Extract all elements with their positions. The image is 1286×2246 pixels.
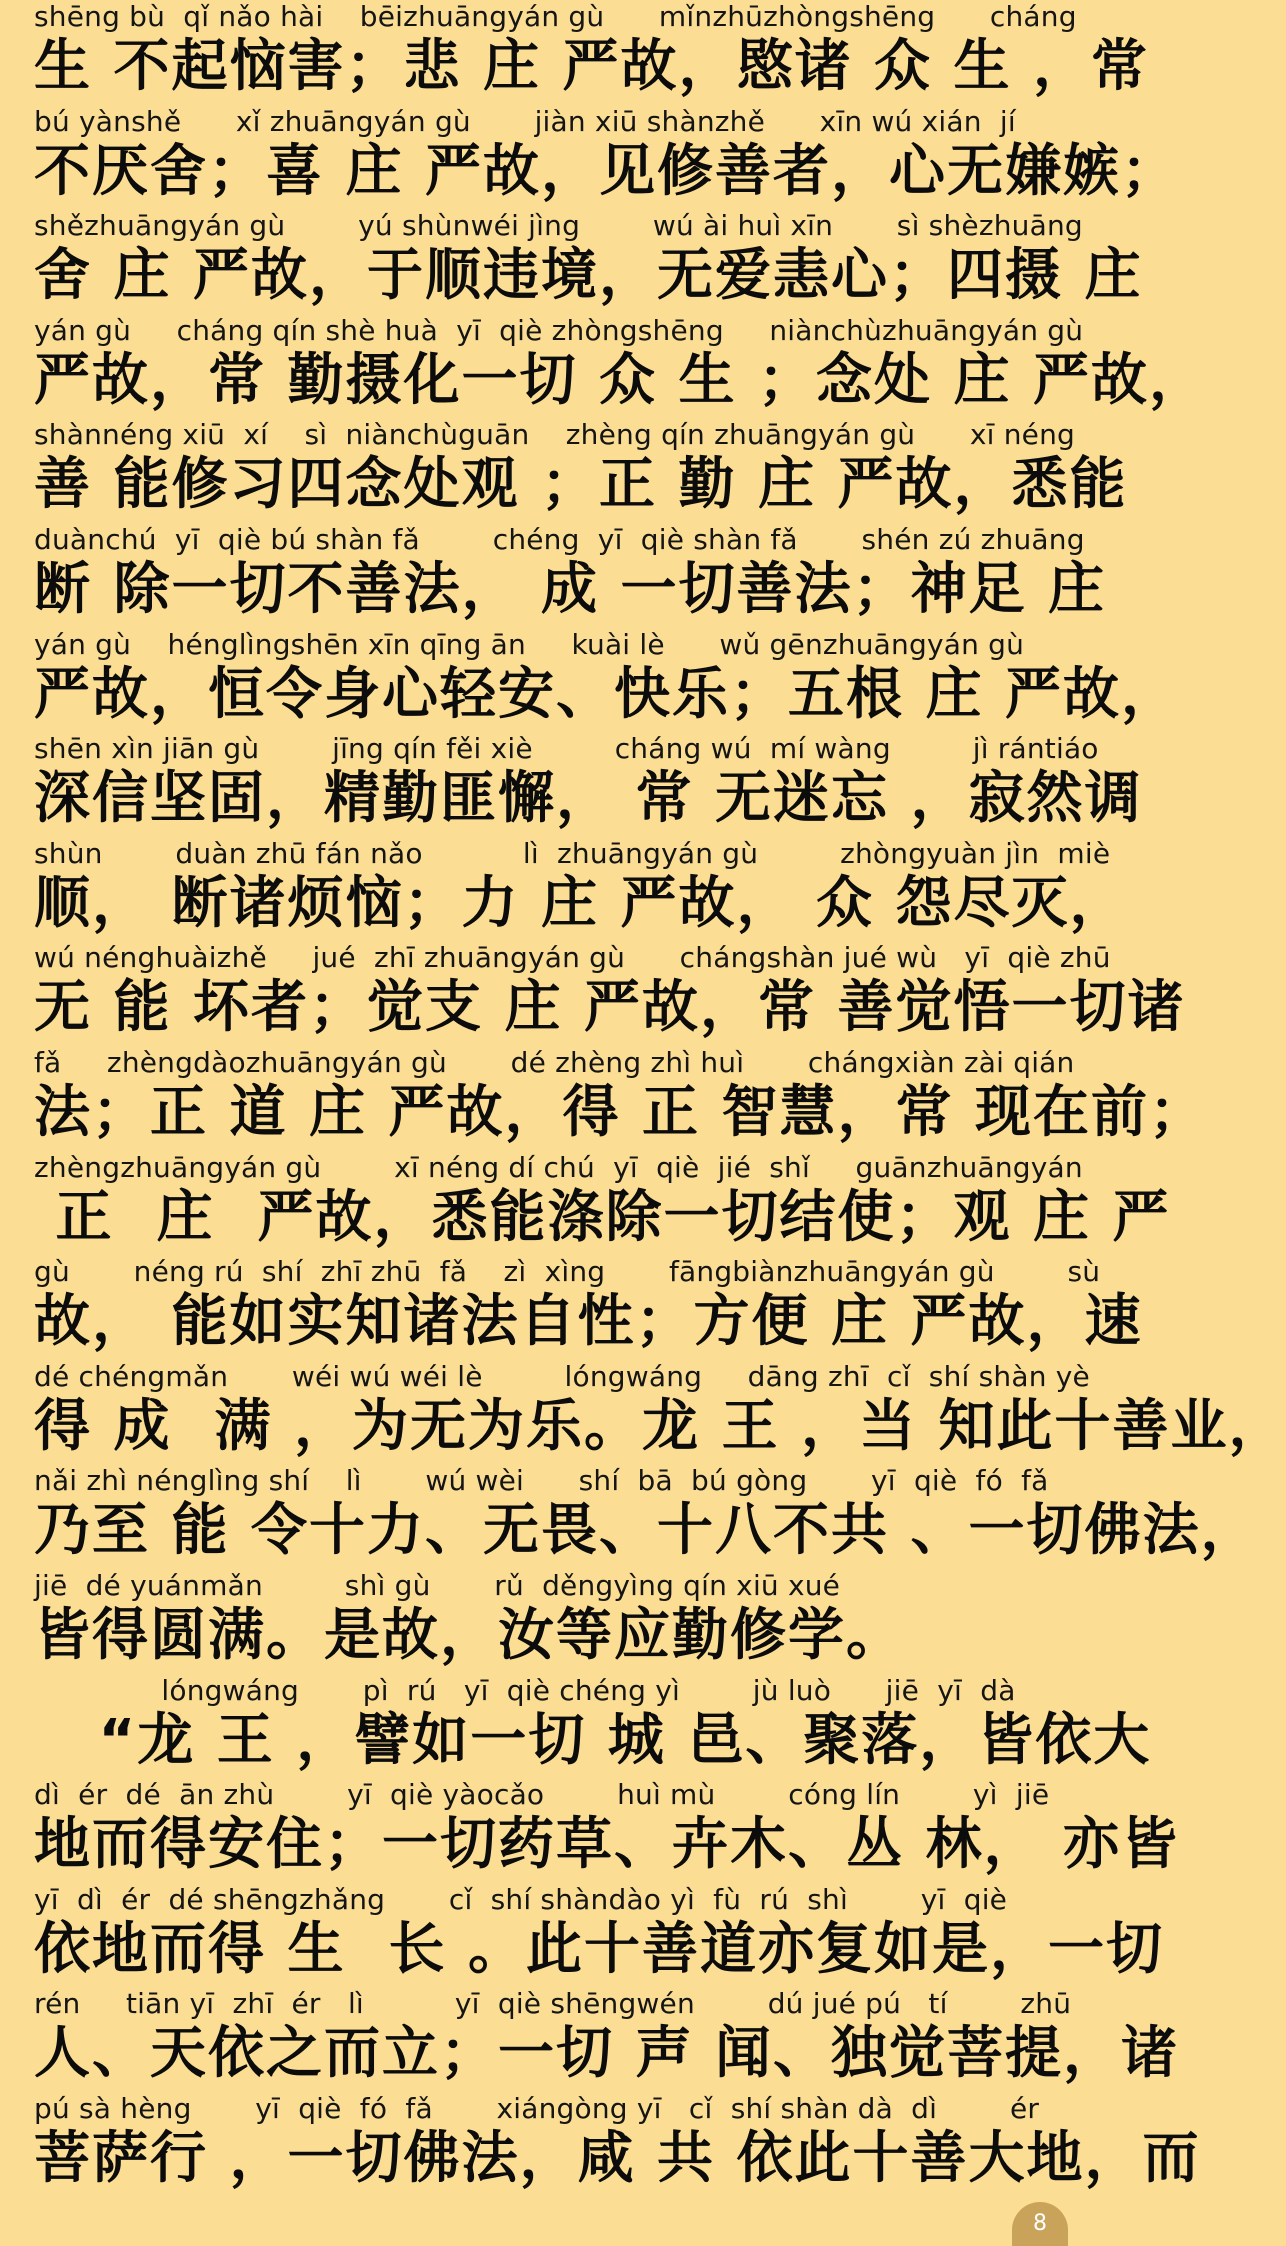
text-line — [34, 1778, 1179, 1883]
hanzi-line: 故， 能如实知诸法自性；方便 庄 严故，速 — [34, 1289, 1143, 1355]
hanzi-line: 无 能 坏者；觉支 庄 严故，常 善觉悟一切诸 — [34, 975, 1186, 1041]
pinyin-line: yán gù cháng qín shè huà yī qiè zhòngshēng niànchùzhuāngyán gù — [34, 313, 1084, 347]
pinyin-line: shēn xìn jiān gù jīng qín fěi xiè cháng wú mí wàng jì rántiáo — [34, 732, 1099, 766]
text-line — [34, 1464, 1259, 1569]
hanzi-line: 法；正 道 庄 严故，得 正 智慧，常 现在前； — [34, 1079, 1207, 1145]
hanzi-line: 依地而得 生 长 。此十善道亦复如是，一切 — [34, 1916, 1164, 1982]
pinyin-line: yán gù hénglìngshēn xīn qīng ān kuài lè wǔ gēnzhuāngyán gù — [34, 627, 1025, 661]
text-line — [34, 1359, 1286, 1465]
pinyin-line: bú yànshě xǐ zhuāngyán gù jiàn xiū shànzhě xīn wú xián jí — [34, 104, 1016, 138]
pinyin-line: gù néng rú shí zhī zhū fǎ zì xìng fāngbiànzhuāngyán gù sù — [34, 1255, 1101, 1289]
pinyin-line: zhèngzhuāngyán gù xī néng dí chú yī qiè jié shǐ guānzhuāngyán — [34, 1150, 1083, 1184]
text-line — [34, 1255, 1143, 1360]
text-line — [34, 1150, 1171, 1256]
pinyin-line: shězhuāngyán gù yú shùnwéi jìng wú ài huì xīn sì shèzhuāng — [34, 209, 1083, 243]
text-line — [34, 1569, 1046, 1674]
page-number-badge: 8 — [1012, 2202, 1068, 2246]
pinyin-line: shànnéng xiū xí sì niànchùguān zhèng qín zhuāngyán gù xī néng — [34, 418, 1075, 452]
pinyin-line: wú nénghuàizhě jué zhī zhuāngyán gù chángshàn jué wù yī qiè zhū — [34, 941, 1111, 975]
text-line — [34, 1882, 1164, 1988]
text-line — [34, 1045, 1207, 1151]
pinyin-line: fǎ zhèngdàozhuāngyán gù dé zhèng zhì huì chángxiàn zài qián — [34, 1045, 1075, 1079]
text-line — [34, 522, 1106, 628]
pinyin-line: nǎi zhì nénglìng shí lì wú wèi shí bā bú gòng yī qiè fó fǎ — [34, 1464, 1049, 1498]
text-line — [34, 836, 1128, 942]
pinyin-line: jiē dé yuánmǎn shì gù rǔ děngyìng qín xiū xué — [34, 1568, 841, 1602]
text-line — [34, 1673, 1152, 1779]
hanzi-line: 菩萨行 ，一切佛法，咸 共 依此十善大地，而 — [34, 2125, 1201, 2191]
hanzi-line: 生 不起恼害；悲 庄 严故，愍诸 众 生 ，常 — [34, 34, 1149, 99]
text-line — [34, 104, 1179, 210]
pinyin-line: dé chéngmǎn wéi wú wéi lè lóngwáng dāng zhī cǐ shí shàn yè — [34, 1359, 1090, 1393]
hanzi-line: 断 除一切不善法， 成 一切善法；神足 庄 — [34, 556, 1106, 622]
hanzi-line: 地而得安住；一切药草、卉木、丛 林， 亦皆 — [34, 1812, 1179, 1878]
hanzi-line: 深信坚固，精勤匪懈， 常 无迷忘 ，寂然调 — [34, 766, 1143, 832]
hanzi-line: “龙 王 ，譬如一切 城 邑、聚落，皆依大 — [34, 1707, 1152, 1773]
hanzi-line: 皆得圆满。是故，汝等应勤修学。 — [34, 1602, 904, 1668]
pinyin-line: duànchú yī qiè bú shàn fǎ chéng yī qiè shàn fǎ shén zú zhuāng — [34, 522, 1085, 556]
text-line — [34, 209, 1143, 314]
text-line — [34, 1987, 1179, 2092]
hanzi-line: 顺， 断诸烦恼；力 庄 严故， 众 怨尽灭， — [34, 870, 1128, 936]
text-line — [34, 0, 1149, 105]
pinyin-line: shùn duàn zhū fán nǎo lì zhuāngyán gù zhòngyuàn jìn miè — [34, 836, 1111, 870]
pinyin-line: shēng bù qǐ nǎo hài bēizhuāngyán gù mǐnzhūzhòngshēng cháng — [34, 0, 1077, 33]
hanzi-line: 乃至 能 令十力、无畏、十八不共 、一切佛法， — [34, 1498, 1259, 1564]
hanzi-line: 得 成 满 ，为无为乐。龙 王 ，当 知此十善业， — [34, 1393, 1286, 1459]
pinyin-line: dì ér dé ān zhù yī qiè yàocǎo huì mù cóng lín yì jiē — [34, 1778, 1050, 1812]
hanzi-line: 善 能修习四念处观 ；正 勤 庄 严故，悉能 — [34, 452, 1128, 518]
pinyin-line: rén tiān yī zhī ér lì yī qiè shēngwén dú jué pú tí zhū — [34, 1987, 1072, 2021]
pinyin-line: pú sà hèng yī qiè fó fǎ xiángòng yī cǐ shí shàn dà dì ér — [34, 2091, 1040, 2125]
text-line — [34, 2091, 1201, 2197]
text-line — [34, 418, 1128, 523]
text-line — [34, 313, 1207, 419]
hanzi-line: 舍 庄 严故，于顺违境，无爱恚心；四摄 庄 — [34, 243, 1143, 309]
pinyin-line: yī dì ér dé shēngzhǎng cǐ shí shàndào yì fù rú shì yī qiè — [34, 1882, 1008, 1916]
text-line — [34, 732, 1143, 837]
text-line — [34, 627, 1179, 733]
hanzi-line: 人、天依之而立；一切 声 闻、独觉菩提，诸 — [34, 2021, 1179, 2087]
hanzi-line: 严故，恒令身心轻安、快乐；五根 庄 严故， — [34, 661, 1179, 727]
hanzi-line: 严故，常 勤摄化一切 众 生 ；念处 庄 严故， — [34, 347, 1207, 413]
hanzi-line: 不厌舍；喜 庄 严故，见修善者，心无嫌嫉； — [34, 138, 1179, 204]
pinyin-line: lóngwáng pì rú yī qiè chéng yì jù luò jiē yī dà — [34, 1673, 1016, 1707]
text-line — [34, 941, 1186, 1046]
hanzi-line: 正 庄 严故，悉能涤除一切结使；观 庄 严 — [34, 1184, 1171, 1250]
